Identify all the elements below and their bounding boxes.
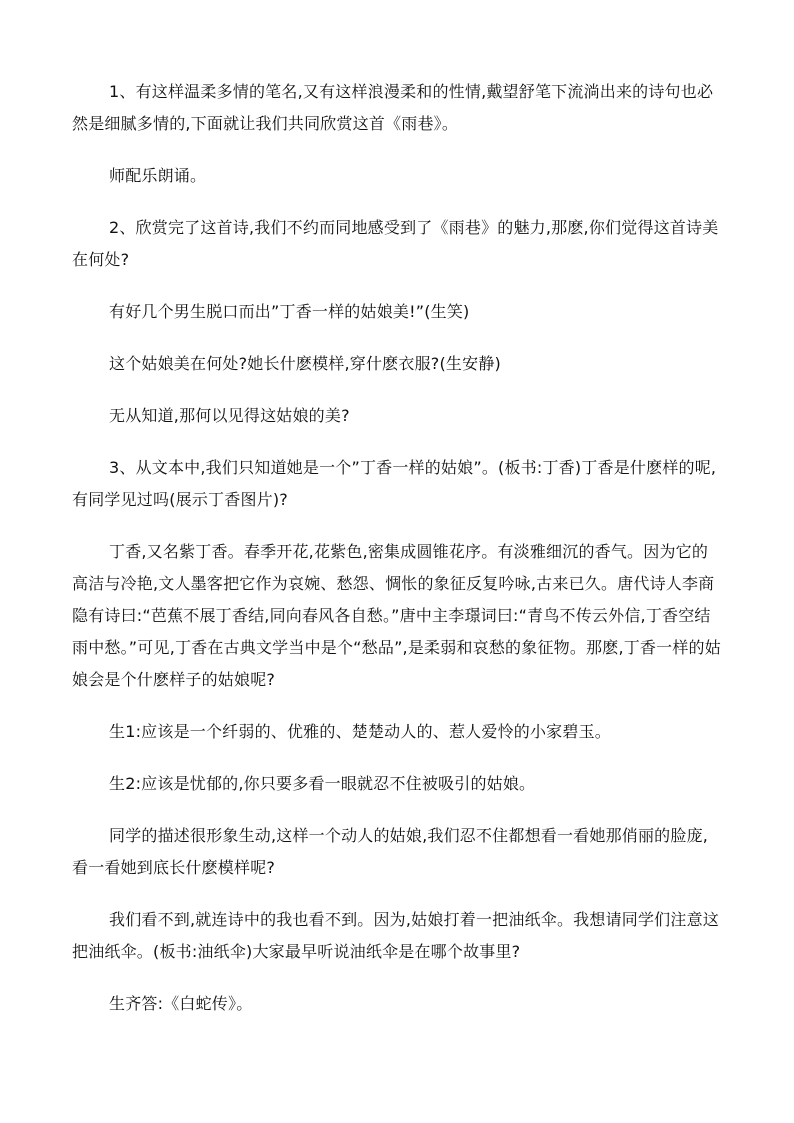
paragraph-3: 2、欣赏完了这首诗,我们不约而同地感受到了《雨巷》的魅力,那麽,你们觉得这首诗美在何处? bbox=[72, 218, 719, 269]
paragraph-5: 这个姑娘美在何处?她长什麽模样,穿什麽衣服?(生安静) bbox=[109, 354, 501, 373]
paragraph-13: 生齐答:《白蛇传》。 bbox=[109, 994, 253, 1013]
document-body bbox=[72, 76, 722, 1020]
paragraph-10: 生2:应该是忧郁的,你只要多看一眼就忍不住被吸引的姑娘。 bbox=[109, 774, 536, 793]
paragraph-9: 生1:应该是一个纤弱的、优雅的、楚楚动人的、惹人爱怜的小家碧玉。 bbox=[109, 722, 611, 741]
paragraph-7: 3、从文本中,我们只知道她是一个”丁香一样的姑娘”。(板书:丁香)丁香是什麽样的呢,有同学见过吗(展示丁香图片)? bbox=[72, 458, 717, 509]
paragraph-12: 我们看不到,就连诗中的我也看不到。因为,姑娘打着一把油纸伞。我想请同学们注意这把油纸伞。(板书:油纸伞)大家最早听说油纸伞是在哪个故事里? bbox=[72, 910, 719, 961]
paragraph-4: 有好几个男生脱口而出”丁香一样的姑娘美!”(生笑) bbox=[109, 302, 470, 321]
paragraph-8: 丁香,又名紫丁香。春季开花,花紫色,密集成圆锥花序。有淡雅细沉的香气。因为它的高洁与冷艳,文人墨客把它作为哀婉、愁怨、惆怅的象征反复吟咏,古来已久。唐代诗人李商隐有诗曰:“芭蕉不展丁香结,同向春风各自愁。”唐中主李璟词曰:“青鸟不传云外信,丁香空结雨中愁。”可见,丁香在古典文学当中是个“愁品”,是柔弱和哀愁的象征物。那麽,丁香一样的姑娘会是个什麽样子的姑娘呢? bbox=[72, 542, 721, 689]
paragraph-2: 师配乐朗诵。 bbox=[109, 166, 207, 185]
paragraph-6: 无从知道,那何以见得这姑娘的美? bbox=[109, 406, 350, 425]
paragraph-1: 1、有这样温柔多情的笔名,又有这样浪漫柔和的性情,戴望舒笔下流淌出来的诗句也必然是细腻多情的,下面就让我们共同欣赏这首《雨巷》。 bbox=[72, 82, 714, 133]
paragraph-11: 同学的描述很形象生动,这样一个动人的姑娘,我们忍不住都想看一看她那俏丽的脸庞,看一看她到底长什麽模样呢? bbox=[72, 826, 709, 877]
